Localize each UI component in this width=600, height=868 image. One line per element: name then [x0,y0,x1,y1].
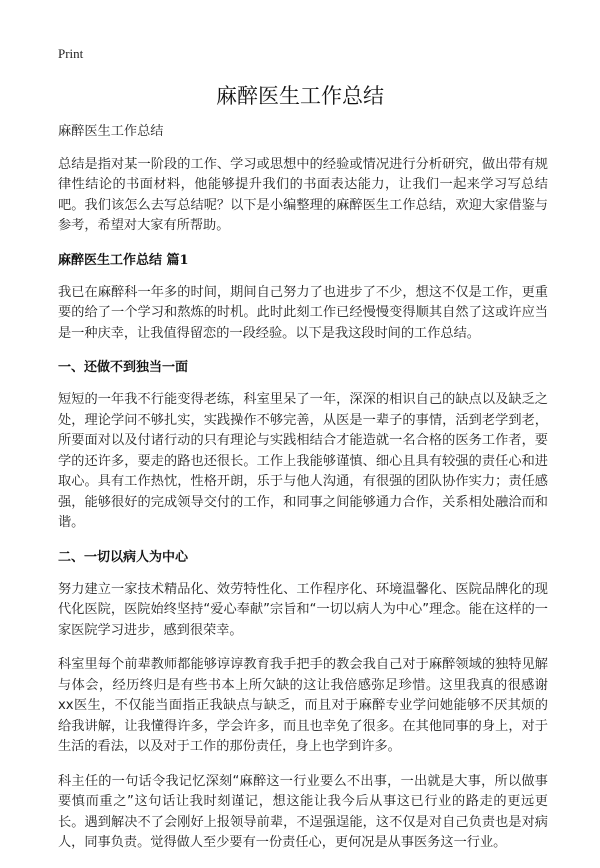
document-subtitle: 麻醉医生工作总结 [58,124,164,139]
section-heading: 麻醉医生工作总结 篇1 [58,252,189,268]
section-intro-paragraph: 我已在麻醉科一年多的时间，期间自己努力了也进步了不少，想这不仅是工作，更重要的给了一个学习和熬炼的时机。此时此刻工作已经慢慢变得顺其自然了这或许应当是一种庆幸，让我值得留恋的一段经验。以下是我这段时间的工作总结。 [58,284,548,341]
part2-heading: 二、一切以病人为中心 [58,549,189,565]
part1-heading: 一、还做不到独当一面 [58,360,189,375]
document-title: 麻醉医生工作总结 [216,84,384,108]
part1-paragraph: 短短的一年我不行能变得老练，科室里呆了一年，深深的相识自己的缺点以及缺乏之处，理论学问不够扎实，实践操作不够完善，从医是一辈子的事情，活到老学到老，所要面对以及付诸行动的只有理论与实践相结合才能造就一名合格的医务工作者，要学的还许多，要走的路也还很长。工作上我能够谨慎、细心且具有较强的责任心和进取心。具有工作热忱，性格开朗，乐于与他人沟通，有很强的团队协作实力；责任感强，能够很好的完成领导交付的工作，和同事之间能够通力合作，关系相处融洽而和谐。 [58,392,548,530]
document-body [58,122,548,868]
part2-paragraph-1: 努力建立一家技术精品化、效劳特性化、工作程序化、环境温馨化、医院品牌化的现代化医院，医院始终坚持“爱心奉献”宗旨和“一切以病人为中心”理念。能在这样的一家医院学习进步，感到很荣幸。 [58,581,548,638]
part2-paragraph-2: 科室里每个前辈教师都能够谆谆教育我手把手的教会我自己对于麻醉领域的独特见解与体会，经历终归是有些书本上所欠缺的这让我倍感弥足珍惜。这里我真的很感谢xx医生，不仅能当面指正我缺点与缺乏，而且对于麻醉专业学问她能够不厌其烦的给我讲解，让我懂得许多，学会许多，而且也幸免了很多。在其他同事的身上，对于生活的看法，以及对于工作的那份责任，身上也学到许多。 [58,657,548,754]
intro-paragraph: 总结是指对某一阶段的工作、学习或思想中的经验或情况进行分析研究，做出带有规律性结论的书面材料，他能够提升我们的书面表达能力，让我们一起来学习写总结吧。我们该怎么去写总结呢？以下是小编整理的麻醉医生工作总结，欢迎大家借鉴与参考，希望对大家有所帮助。 [58,156,548,233]
part2-paragraph-3: 科主任的一句话令我记忆深刻“麻醉这一行业要么不出事，一出就是大事，所以做事要慎而重之”这句话让我时刻谨记，想这能让我今后从事这已行业的路走的更远更长。遇到解决不了会刚好上报领导前辈，不逞强逞能，这不仅是对自己负责也是对病人，同事负责。觉得做人至少要有一份责任心，更何况是从事医务这一行业。 [58,773,548,850]
print-link[interactable]: Print [58,46,84,61]
